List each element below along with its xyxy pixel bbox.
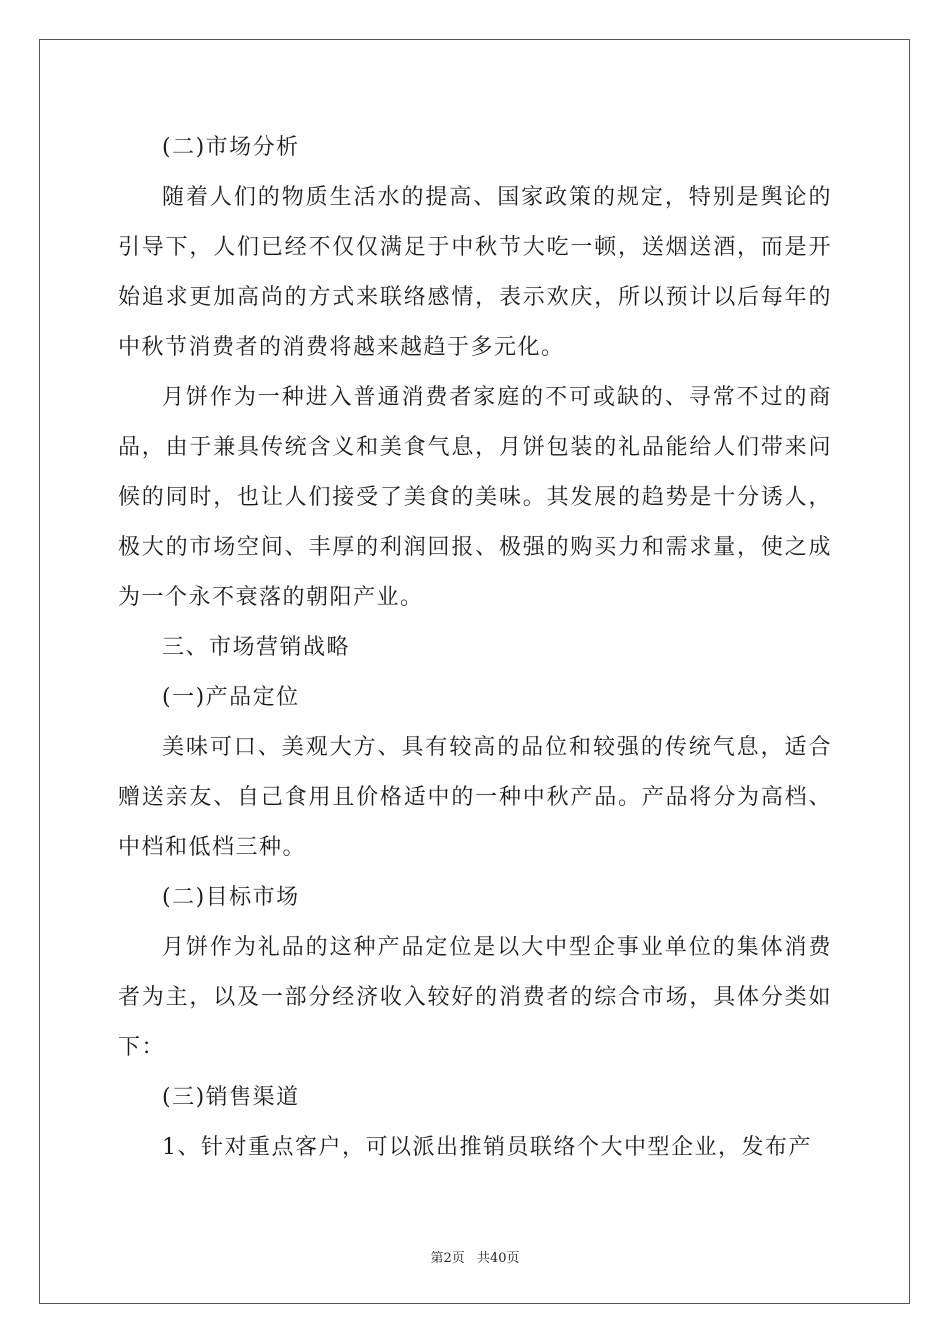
body-paragraph: 美味可口、美观大方、具有较高的品位和较强的传统气息，适合赠送亲友、自己食用且价格适中的一种中秋产品。产品将分为高档、中档和低档三种。 xyxy=(118,735,832,860)
body-paragraph: 1、针对重点客户，可以派出推销员联络个大中型企业，发布产 xyxy=(162,1135,812,1160)
page-footer xyxy=(0,1247,950,1266)
section-heading-target-market: (二)目标市场 xyxy=(162,885,300,910)
section-heading-product-positioning: (一)产品定位 xyxy=(162,685,300,710)
page-number-current: 第2页 xyxy=(430,1251,465,1266)
body-paragraph: 随着人们的物质生活水的提高、国家政策的规定，特别是舆论的引导下，人们已经不仅仅满足于中秋节大吃一顿，送烟送酒，而是开始追求更加高尚的方式来联络感情，表示欢庆，所以预计以后每年的中秋节消费者的消费将越来越趋于多元化。 xyxy=(118,185,832,360)
document-body xyxy=(118,123,832,1173)
section-heading-marketing-strategy: 三、市场营销战略 xyxy=(162,635,351,660)
body-paragraph: 月饼作为礼品的这种产品定位是以大中型企事业单位的集体消费者为主，以及一部分经济收入较好的消费者的综合市场，具体分类如下： xyxy=(118,935,832,1060)
section-heading-sales-channels: (三)销售渠道 xyxy=(162,1085,300,1110)
body-paragraph: 月饼作为一种进入普通消费者家庭的不可或缺的、寻常不过的商品，由于兼具传统含义和美食气息，月饼包装的礼品能给人们带来问候的同时，也让人们接受了美食的美味。其发展的趋势是十分诱人，极大的市场空间、丰厚的利润回报、极强的购买力和需求量，使之成为一个永不衰落的朝阳产业。 xyxy=(118,385,832,610)
page-number-total: 共40页 xyxy=(476,1251,520,1266)
section-heading-market-analysis: (二)市场分析 xyxy=(162,135,300,160)
